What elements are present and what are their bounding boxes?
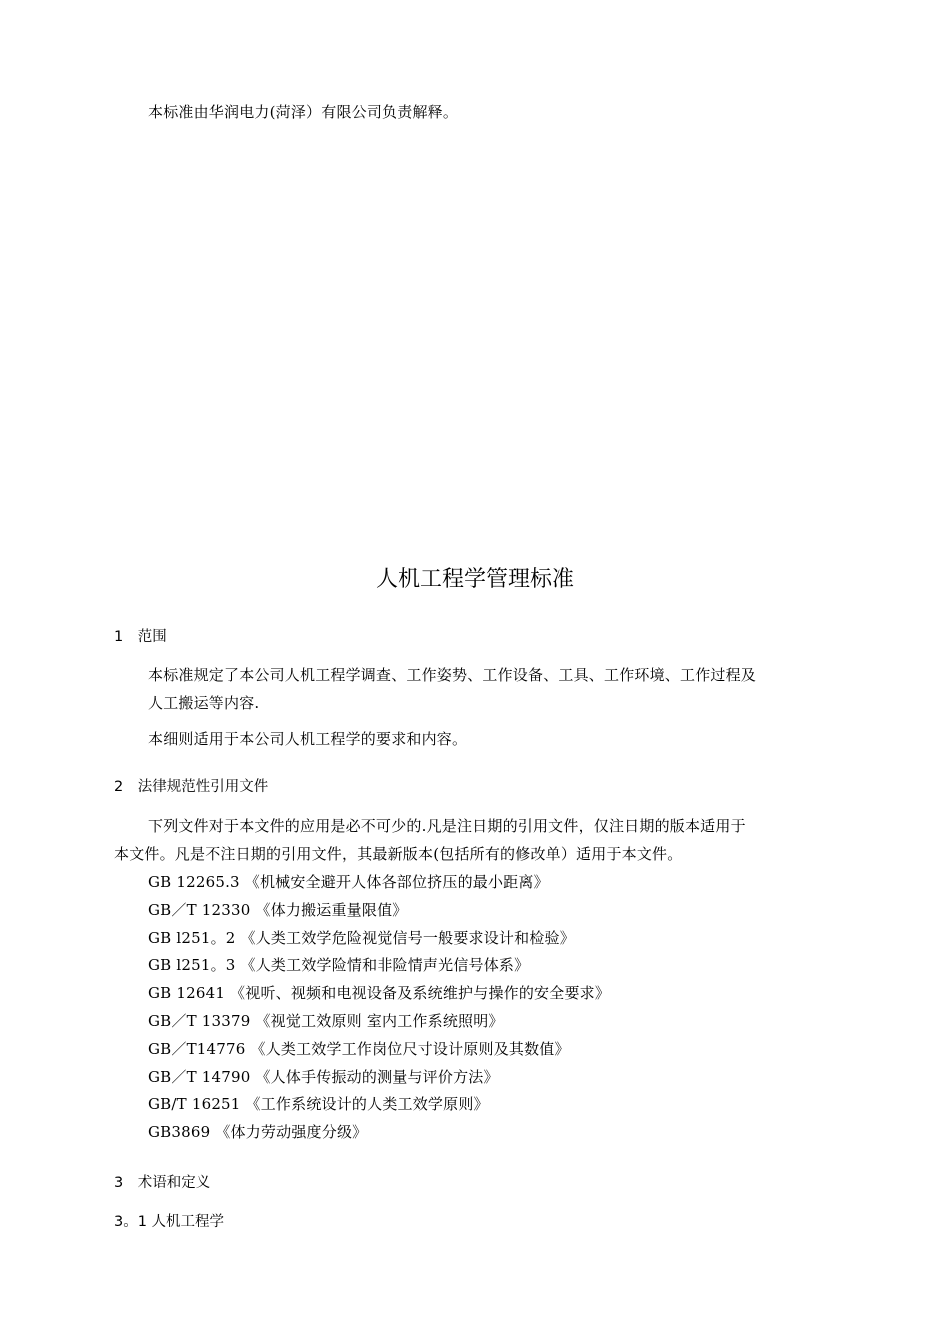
section-2-intro-line-2: 本文件。凡是不注日期的引用文件，其最新版本(包括所有的修改单）适用于本文件。 xyxy=(114,845,683,863)
interpretation-statement: 本标准由华润电力(菏泽）有限公司负责解释。 xyxy=(148,103,459,121)
section-1-heading: 1 范围 xyxy=(114,629,167,645)
reference-item: GB l251。2 《人类工效学危险视觉信号一般要求设计和检验》 xyxy=(148,928,575,947)
section-2-heading: 2 法律规范性引用文件 xyxy=(114,779,269,795)
reference-list xyxy=(148,869,610,1147)
reference-item: GB／T 14790 《人体手传振动的测量与评价方法》 xyxy=(148,1067,499,1086)
reference-item: GB3869 《体力劳动强度分级》 xyxy=(148,1123,368,1142)
section-3-heading: 3 术语和定义 xyxy=(114,1175,211,1191)
reference-item: GB l251。3 《人类工效学险情和非险情声光信号体系》 xyxy=(148,956,530,975)
section-1-paragraph-2: 本细则适用于本公司人机工程学的要求和内容。 xyxy=(148,730,468,748)
reference-item: GB／T 12330 《体力搬运重量限值》 xyxy=(148,900,408,919)
reference-item: GB／T14776 《人类工效学工作岗位尺寸设计原则及其数值》 xyxy=(148,1039,570,1058)
reference-item: GB 12265.3 《机械安全避开人体各部位挤压的最小距离》 xyxy=(148,873,549,891)
section-2-intro-line-1: 下列文件对于本文件的应用是必不可少的.凡是注日期的引用文件，仅注日期的版本适用于 xyxy=(148,817,746,835)
reference-item: GB/T 16251 《工作系统设计的人类工效学原则》 xyxy=(148,1095,489,1114)
document-title: 人机工程学管理标准 xyxy=(375,567,574,592)
section-3-1-heading: 3。1 人机工程学 xyxy=(114,1214,225,1230)
section-1-paragraph-1-line-1: 本标准规定了本公司人机工程学调查、工作姿势、工作设备、工具、工作环境、工作过程及 xyxy=(148,666,757,684)
reference-item: GB／T 13379 《视觉工效原则 室内工作系统照明》 xyxy=(148,1011,504,1030)
reference-item: GB 12641 《视听、视频和电视设备及系统维护与操作的安全要求》 xyxy=(148,984,611,1003)
section-1-paragraph-1-line-2: 人工搬运等内容. xyxy=(148,694,260,712)
